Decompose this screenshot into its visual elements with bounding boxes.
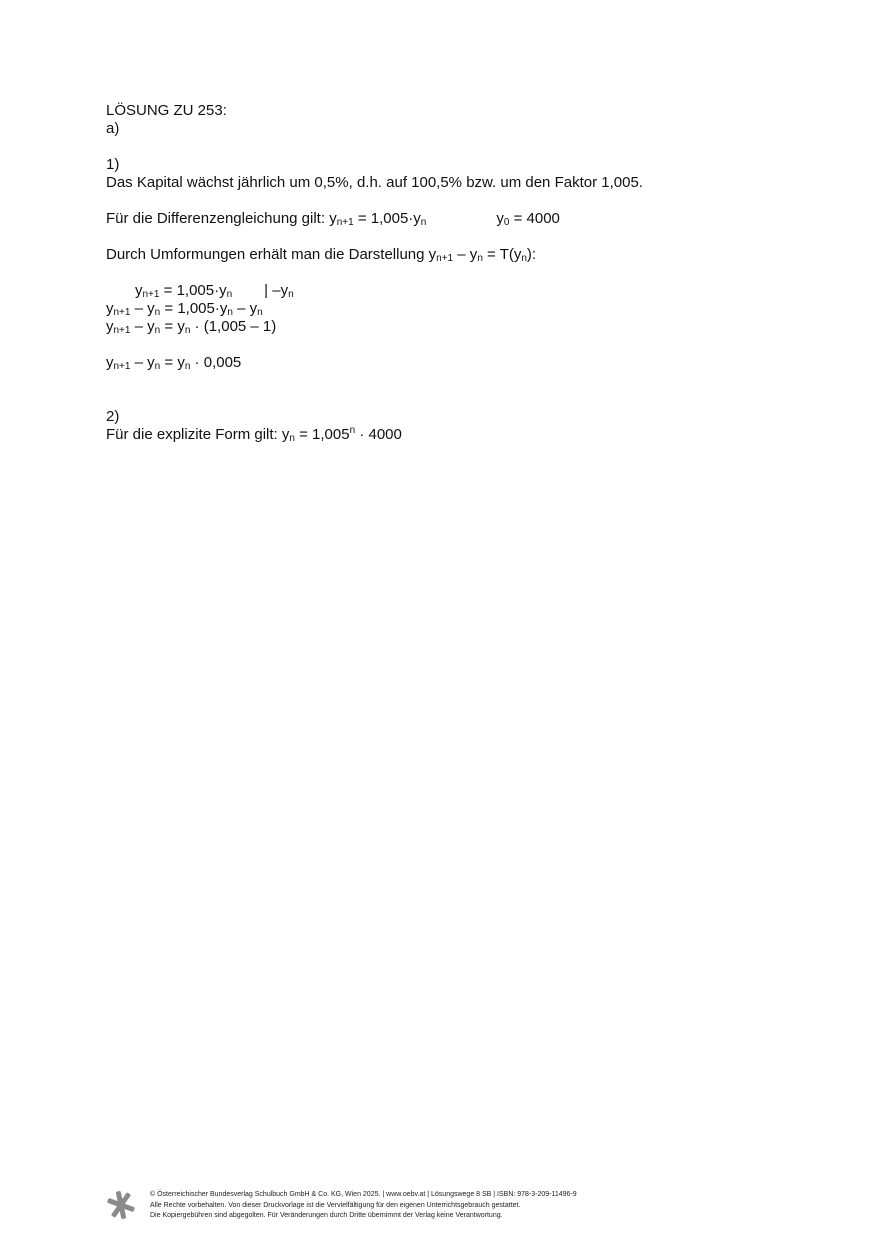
oebv-logo-icon (106, 1190, 136, 1220)
part-2-label: 2) (106, 408, 120, 425)
solution-content (106, 102, 806, 444)
page-title: LÖSUNG ZU 253: (106, 102, 227, 119)
capital-growth-sentence: Das Kapital wächst jährlich um 0,5%, d.h. auf 100,5% bzw. um den Faktor 1,005. (106, 174, 643, 191)
explicit-form-line: Für die explizite Form gilt: $y_n = 1,005^n \cdot 4000$ (106, 425, 402, 444)
transform-step-1: $y_{n+1} = 1,005\cdot y_n$ | $-y_n$ (135, 282, 294, 300)
footer-fees: Die Kopiergebühren sind abgegolten. Für Veränderungen durch Dritte übernimmt der Verlag keine Verantwortung. (150, 1212, 503, 1219)
transformation-intro: Durch Umformungen erhält man die Darstellung $y_{n+1} - y_n = T(y_n)$: (106, 246, 537, 264)
transform-step-3: $y_{n+1} - y_n = y_n \cdot (1,005 - 1)$ (106, 318, 277, 336)
footer-copyright: © Österreichischer Bundesverlag Schulbuch GmbH & Co. KG, Wien 2025. | www.oebv.at | Lösungswege 8 SB | ISBN: 978-3-209-11496-9 (150, 1191, 577, 1198)
part-a-label: a) (106, 120, 120, 137)
difference-equation-line: Für die Differenzengleichung gilt: $y_{n+1} = 1,005\cdot y_n$ $y_0 = 4000$ (106, 210, 560, 228)
footer-rights: Alle Rechte vorbehalten. Von dieser Druckvorlage ist die Vervielfältigung für den eigenen Unterrichtsgebrauch gestattet. (150, 1201, 521, 1209)
initial-value: $y_0 = 4000$ (496, 210, 560, 228)
transform-step-2: $y_{n+1} - y_n = 1,005\cdot y_n - y_n$ (106, 300, 263, 318)
part-1-label: 1) (106, 156, 120, 173)
operation-note: | $-y_n$ (264, 282, 294, 300)
transform-result: $y_{n+1} - y_n = y_n \cdot 0,005$ (106, 354, 242, 372)
